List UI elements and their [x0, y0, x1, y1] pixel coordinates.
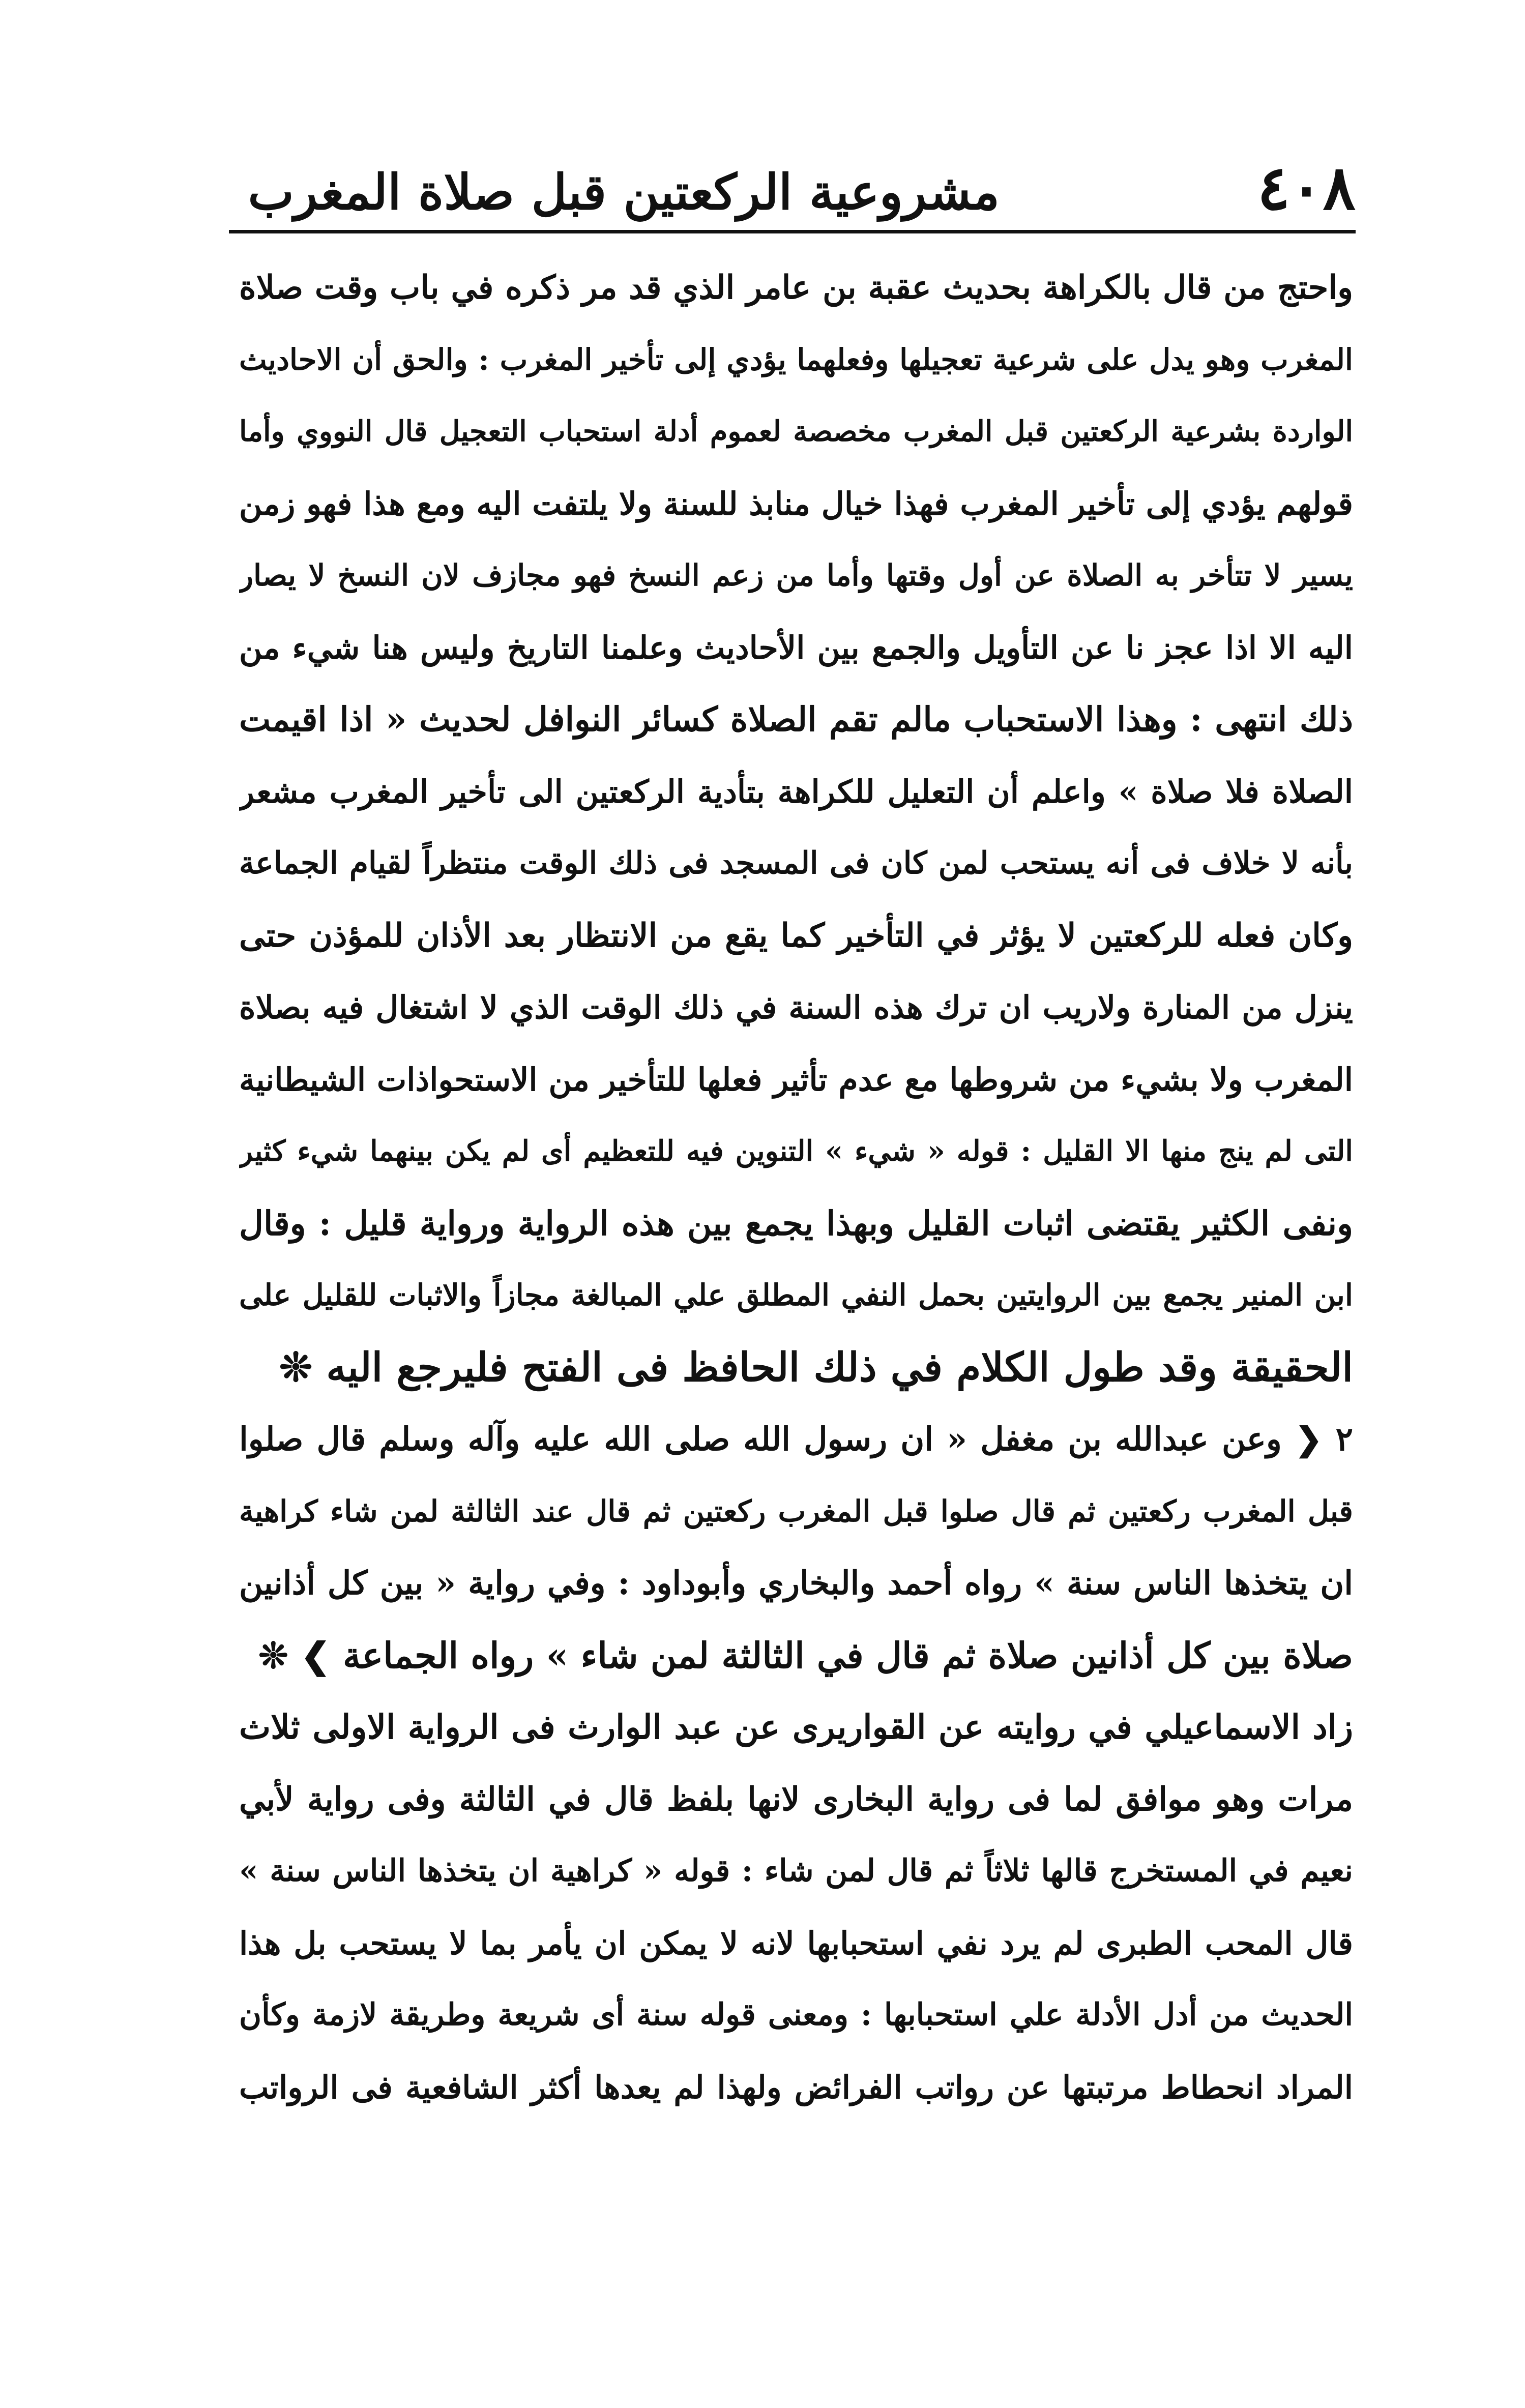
- text-line: المغرب ولا بشيء من شروطها مع عدم تأثير فعلها للتأخير من الاستحواذات الشيطانية: [239, 1061, 1353, 1098]
- text-line: قولهم يؤدي إلى تأخير المغرب فهذا خيال منابذ للسنة ولا يلتفت اليه ومع هذا فهو زمن: [239, 485, 1353, 522]
- text-line: المغرب وهو يدل على شرعية تعجيلها وفعلهما يؤدي إلى تأخير المغرب : والحق أن الاحاديث: [239, 342, 1353, 377]
- hadith-line: صلاة بين كل أذانين صلاة ثم قال في الثالثة لمن شاء » رواه الجماعة ❯ ❊: [258, 1634, 1353, 1677]
- text-line: وكان فعله للركعتين لا يؤثر في التأخير كما يقع من الانتظار بعد الأذان للمؤذن حتى: [239, 916, 1353, 955]
- text-line: المراد انحطاط مرتبتها عن رواتب الفرائض ولهذا لم يعدها أكثر الشافعية فى الرواتب: [239, 2068, 1353, 2106]
- text-line: واحتج من قال بالكراهة بحديث عقبة بن عامر الذي قد مر ذكره في باب وقت صلاة: [239, 269, 1353, 307]
- page-number: ٤٠٨: [1257, 152, 1356, 224]
- text-line: يسير لا تتأخر به الصلاة عن أول وقتها وأما من زعم النسخ فهو مجازف لان النسخ لا يصار: [239, 558, 1353, 593]
- text-line: ابن المنير يجمع بين الروايتين بحمل النفي المطلق علي المبالغة مجازاً والاثبات للقليل على: [239, 1278, 1353, 1312]
- hadith-line: قبل المغرب ركعتين ثم قال صلوا قبل المغرب ركعتين ثم قال عند الثالثة لمن شاء كراهية: [239, 1493, 1353, 1529]
- text-line: ينزل من المنارة ولاريب ان ترك هذه السنة في ذلك الوقت الذي لا اشتغال فيه بصلاة: [239, 989, 1353, 1026]
- text-line: الصلاة فلا صلاة » واعلم أن التعليل للكراهة بتأدية الركعتين الى تأخير المغرب مشعر: [239, 773, 1353, 810]
- text-line: ونفى الكثير يقتضى اثبات القليل وبهذا يجمع بين هذه الرواية ورواية قليل : وقال: [239, 1203, 1353, 1243]
- page-header: [229, 153, 1356, 224]
- text-line: بأنه لا خلاف فى أنه يستحب لمن كان فى المسجد فى ذلك الوقت منتظراً لقيام الجماعة: [239, 845, 1353, 881]
- text-line: مرات وهو موافق لما فى رواية البخارى لانها بلفظ قال في الثالثة وفى رواية لأبي: [239, 1780, 1353, 1818]
- text-line: زاد الاسماعيلي في روايته عن القواريرى عن عبد الوارث فى الرواية الاولى ثلاث: [239, 1707, 1353, 1747]
- text-line: اليه الا اذا عجز نا عن التأويل والجمع بين الأحاديث وعلمنا التاريخ وليس هنا شيء من: [239, 629, 1353, 666]
- text-line: الواردة بشرعية الركعتين قبل المغرب مخصصة لعموم أدلة استحباب التعجيل قال النووي وأما: [239, 415, 1353, 448]
- running-title: مشروعية الركعتين قبل صلاة المغرب: [248, 163, 1000, 221]
- hadith-line: ان يتخذها الناس سنة » رواه أحمد والبخاري وأبوداود : وفي رواية « بين كل أذانين: [239, 1564, 1353, 1602]
- text-line: قال المحب الطبرى لم يرد نفي استحبابها لانه لا يمكن ان يأمر بما لا يستحب بل هذا: [239, 1924, 1353, 1962]
- text-line: نعيم في المستخرج قالها ثلاثاً ثم قال لمن شاء : قوله « كراهية ان يتخذها الناس سنة »: [239, 1853, 1353, 1889]
- text-line: الحديث من أدل الأدلة علي استحبابها : ومعنى قوله سنة أى شريعة وطريقة لازمة وكأن: [239, 1997, 1353, 2033]
- hadith-line: ٢ ❮ وعن عبدالله بن مغفل « ان رسول الله صلى الله عليه وآله وسلم قال صلوا: [239, 1420, 1353, 1458]
- page-body: [239, 252, 1353, 2123]
- header-rule: [229, 230, 1356, 233]
- text-line: التى لم ينج منها الا القليل : قوله « شيء » التنوين فيه للتعظيم أى لم يكن بينهما شيء كثير: [239, 1134, 1353, 1168]
- text-line: ذلك انتهى : وهذا الاستحباب مالم تقم الصلاة كسائر النوافل لحديث « اذا اقيمت: [239, 699, 1353, 739]
- text-line: الحقيقة وقد طول الكلام في ذلك الحافظ فى الفتح فليرجع اليه ❊: [279, 1344, 1353, 1391]
